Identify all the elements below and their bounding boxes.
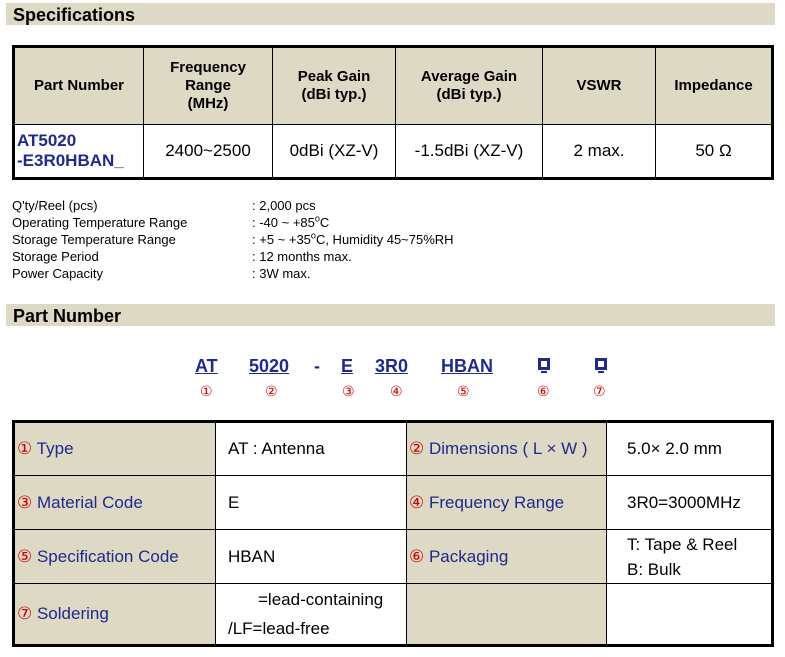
part-number-cell: AT5020 -E3R0HBAN_: [14, 125, 144, 179]
empty-label-cell: [407, 584, 607, 646]
part-number-section-header: [6, 304, 775, 326]
code-number-2: ②: [265, 383, 278, 399]
header-impedance: Impedance: [656, 47, 773, 125]
packaging-placeholder-box: [538, 358, 550, 370]
header-part-number: Part Number: [14, 47, 144, 125]
soldering-value: =lead-containing /LF=lead-free: [216, 584, 407, 646]
peak-gain-cell: 0dBi (XZ-V): [273, 125, 396, 179]
code-segment-spec: HBAN: [441, 356, 493, 376]
table-row: [14, 422, 773, 476]
specifications-section-header: [6, 3, 775, 25]
packaging-value: T: Tape & Reel B: Bulk: [607, 530, 773, 584]
table-row: [14, 125, 773, 179]
header-peak-gain: Peak Gain (dBi typ.): [273, 47, 396, 125]
type-label: ① Type: [14, 422, 216, 476]
vswr-cell: 2 max.: [543, 125, 656, 179]
code-segment-material: E: [341, 356, 354, 376]
header-vswr: VSWR: [543, 47, 656, 125]
impedance-cell: 50 Ω: [656, 125, 773, 179]
code-segment-dimensions: 5020: [249, 356, 290, 376]
code-number-7: ⑦: [593, 383, 606, 399]
frequency-range-value: 3R0=3000MHz: [607, 476, 773, 530]
soldering-placeholder-box: [595, 358, 607, 370]
average-gain-cell: -1.5dBi (XZ-V): [396, 125, 543, 179]
code-number-3: ③: [342, 383, 355, 399]
table-row: [14, 530, 773, 584]
frequency-range-label: ④ Frequency Range: [407, 476, 607, 530]
code-number-6: ⑥: [537, 383, 550, 399]
specification-code-value: HBAN: [216, 530, 407, 584]
type-value: AT : Antenna: [216, 422, 407, 476]
section-title: Part Number: [13, 306, 122, 326]
code-number-1: ①: [200, 383, 213, 399]
part-number-table: [12, 420, 774, 647]
specifications-table: [12, 45, 774, 180]
dimensions-value: 5.0× 2.0 mm: [607, 422, 773, 476]
material-code-value: E: [216, 476, 407, 530]
code-separator: -: [314, 356, 320, 376]
empty-value-cell: [607, 584, 773, 646]
dimensions-label: ② Dimensions ( L × W ): [407, 422, 607, 476]
table-row: [14, 584, 773, 646]
material-code-label: ③ Material Code: [14, 476, 216, 530]
specification-code-label: ⑤ Specification Code: [14, 530, 216, 584]
section-title: Specifications: [13, 5, 136, 25]
table-header-row: [14, 47, 773, 125]
soldering-label: ⑦ Soldering: [14, 584, 216, 646]
code-segment-frequency: 3R0: [375, 356, 409, 376]
code-number-4: ④: [390, 383, 403, 399]
code-segment-at: AT: [195, 356, 218, 376]
header-frequency-range: Frequency Range (MHz): [144, 47, 273, 125]
frequency-cell: 2400~2500: [144, 125, 273, 179]
table-row: [14, 476, 773, 530]
packaging-label: ⑥ Packaging: [407, 530, 607, 584]
header-average-gain: Average Gain (dBi typ.): [396, 47, 543, 125]
code-number-5: ⑤: [457, 383, 470, 399]
